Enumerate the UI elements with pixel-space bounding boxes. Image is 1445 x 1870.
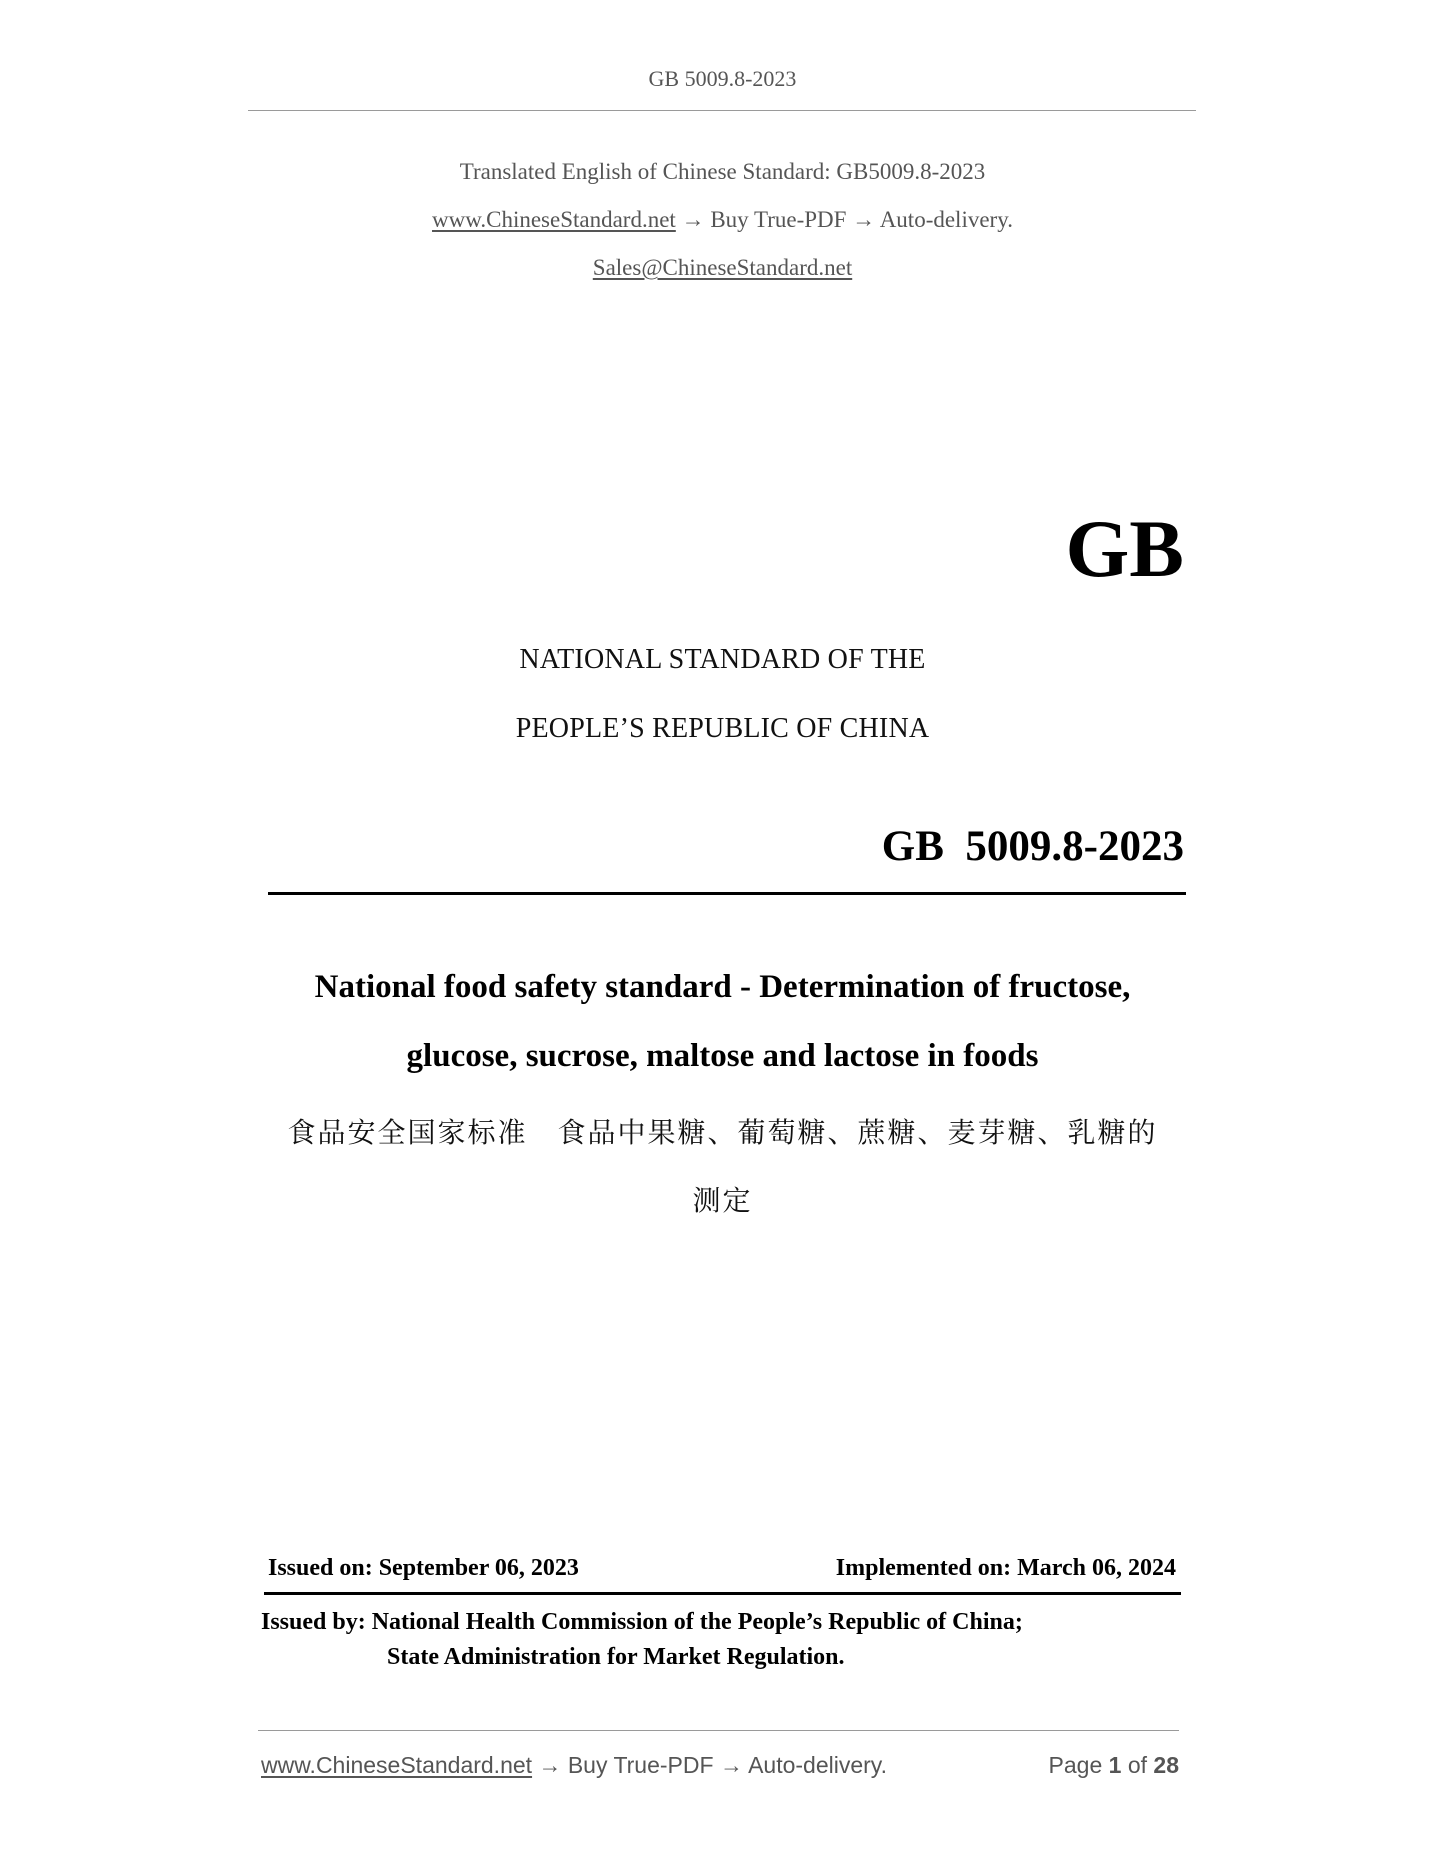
arrow-icon: → [852,207,876,232]
of-label: of [1127,1752,1148,1778]
footer-website-link[interactable]: www.ChineseStandard.net [261,1752,533,1778]
purchase-line [0,207,1445,233]
title-english-line-1: National food safety standard - Determination of fructose, [314,969,1131,1005]
national-standard-line-2: PEOPLE’S REPUBLIC OF CHINA [515,713,930,744]
footer-purchase-line [261,1752,887,1779]
arrow-icon: → [719,1752,743,1778]
page-total: 28 [1153,1752,1179,1778]
title-chinese-line-2: 测定 [692,1184,753,1217]
page-label: Page [1048,1752,1103,1778]
arrow-icon: → [538,1752,562,1778]
footer-buy-text: Buy True-PDF [567,1752,714,1778]
footer-divider [258,1730,1179,1731]
running-header: GB 5009.8-2023 [648,66,797,91]
standard-number-rule [268,892,1186,895]
standard-number [882,825,1184,868]
issued-by-line-2: State Administration for Market Regulation. [387,1644,845,1670]
dates-rule [264,1592,1181,1595]
page-number: 1 [1108,1752,1122,1778]
header-divider [248,110,1196,111]
issued-on-date: Issued on: September 06, 2023 [268,1555,579,1581]
implemented-on-date: Implemented on: March 06, 2024 [835,1555,1176,1581]
national-standard-line-1: NATIONAL STANDARD OF THE [519,644,926,675]
page-indicator [1049,1752,1179,1779]
title-english-line-2: glucose, sucrose, maltose and lactose in foods [406,1038,1039,1074]
arrow-icon: → [681,207,705,232]
title-chinese-line-1: 食品安全国家标准 食品中果糖、葡萄糖、蔗糖、麦芽糖、乳糖的 [287,1116,1158,1149]
auto-delivery-text: Auto-delivery. [879,207,1013,232]
email-line [0,255,1445,281]
standard-code: 5009.8-2023 [965,823,1184,870]
sales-email-link[interactable]: Sales@ChineseStandard.net [592,255,853,280]
standard-prefix: GB [881,823,944,870]
website-link[interactable]: www.ChineseStandard.net [432,207,676,232]
issued-by-line-1: Issued by: National Health Commission of the People’s Republic of China; [261,1609,1023,1635]
translation-notice: Translated English of Chinese Standard: GB5009.8-2023 [459,159,986,184]
gb-logo: GB [1065,503,1184,594]
footer-delivery-text: Auto-delivery. [748,1752,887,1778]
buy-pdf-text: Buy True-PDF [710,207,847,232]
